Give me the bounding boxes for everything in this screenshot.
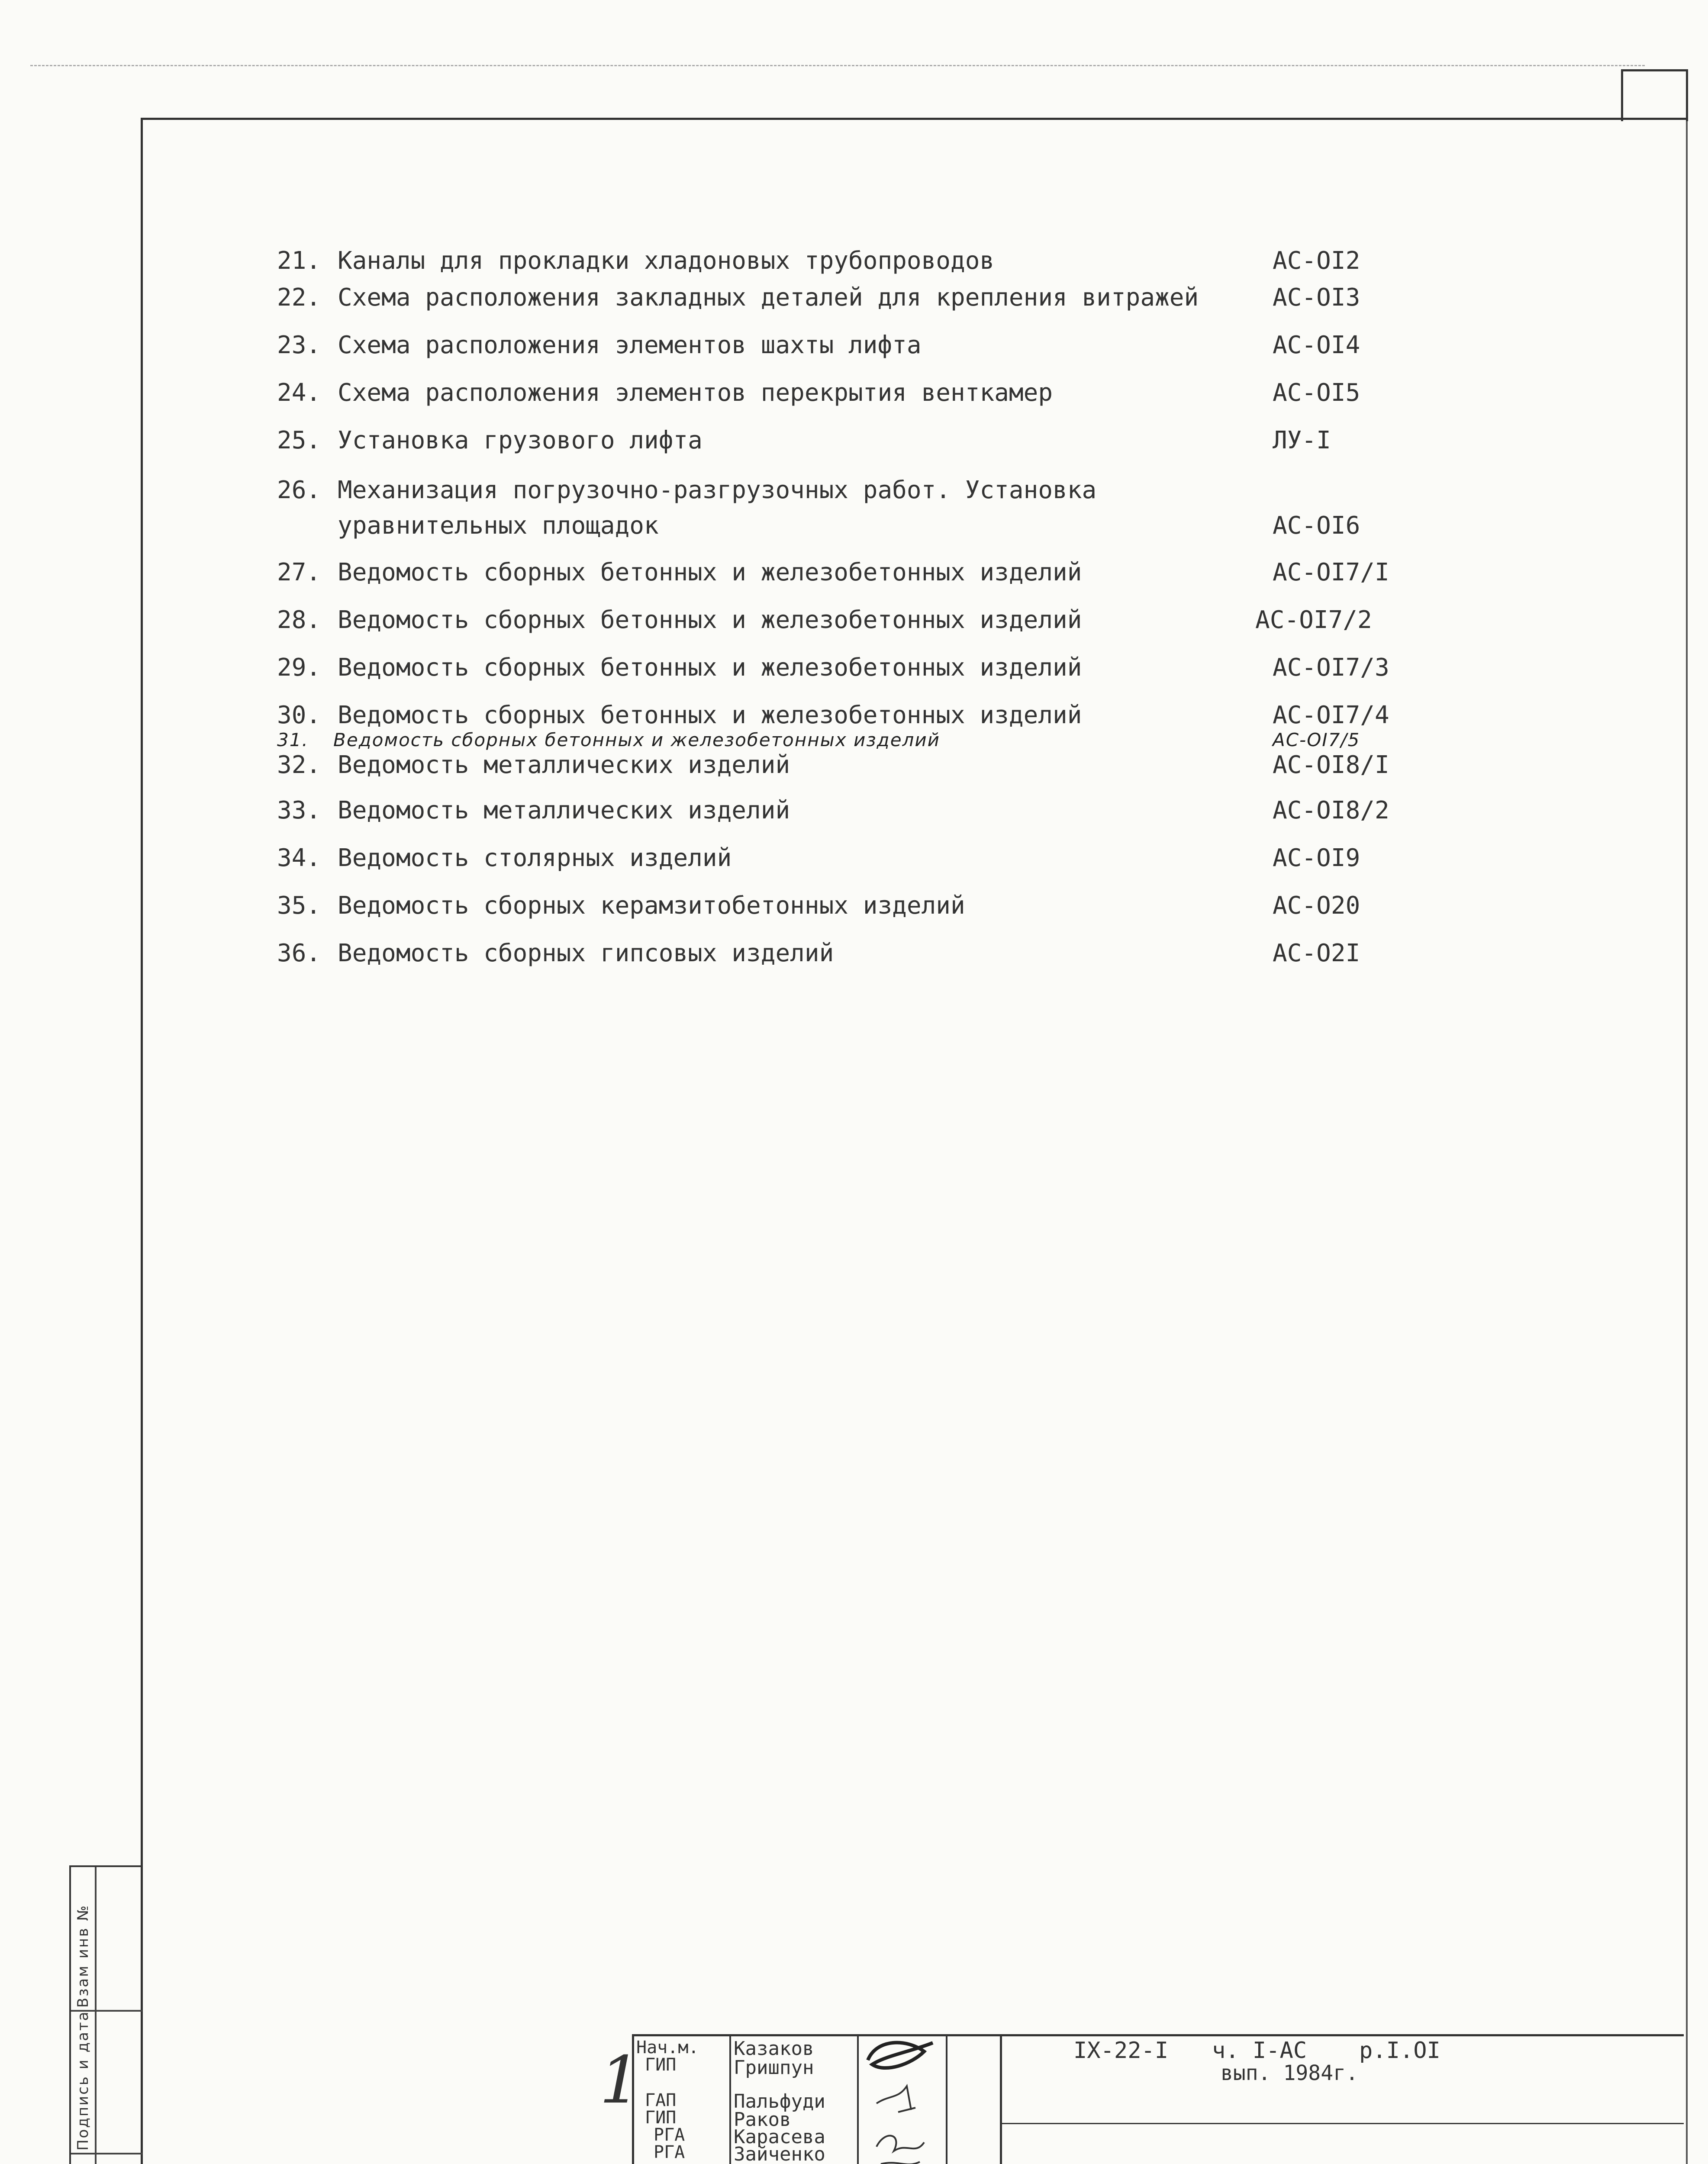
doc-code: IX-22-I — [1073, 2038, 1169, 2064]
item-number: 21. — [277, 247, 321, 275]
pencil-mark: 1 — [599, 2043, 641, 2118]
item-title: Схема расположения элементов шахты лифта — [338, 331, 922, 359]
signatures — [859, 2034, 946, 2164]
role: РГА — [654, 2142, 685, 2162]
item-number: 32. — [277, 751, 321, 779]
item-number: 25. — [277, 426, 321, 454]
list-item — [277, 558, 1619, 593]
item-title: Ведомость сборных бетонных и железобетонных изделий — [333, 729, 940, 750]
item-title: Ведомость металлических изделий — [338, 796, 790, 824]
drawing-frame — [141, 118, 1688, 2164]
item-code: АС-ОІ7/І — [1273, 558, 1389, 586]
item-code: АС-ОІ7/4 — [1273, 701, 1389, 729]
item-number: 31. — [277, 729, 309, 750]
list-item — [277, 654, 1619, 688]
item-title: Ведомость сборных бетонных и железобетонных изделий — [338, 558, 1082, 586]
item-title: Ведомость сборных керамзитобетонных изделий — [338, 892, 965, 920]
item-title: Ведомость сборных бетонных и железобетонных изделий — [338, 701, 1082, 729]
item-number: 23. — [277, 331, 321, 359]
list-item — [277, 426, 1619, 461]
list-item — [277, 796, 1619, 831]
list-item — [277, 939, 1619, 974]
item-code: АС-ОІ3 — [1273, 283, 1360, 312]
role: ГАП — [645, 2090, 677, 2110]
item-code: АС-ОІ8/І — [1273, 751, 1389, 779]
item-code: АС-ОІ2 — [1273, 247, 1360, 275]
item-title: Ведомость сборных гипсовых изделий — [338, 939, 834, 967]
item-title: Каналы для прокладки хладоновых трубопроводов — [338, 247, 995, 275]
item-code: АС-ОІ6 — [1273, 512, 1360, 540]
issue-year: вып. 1984г. — [1221, 2061, 1358, 2085]
item-code: АС-ОІ4 — [1273, 331, 1360, 359]
role: Нач.м. — [636, 2038, 699, 2058]
name: Гришпун — [734, 2057, 814, 2079]
item-title-continued: уравнительных площадок — [338, 512, 659, 540]
item-title: Установка грузового лифта — [338, 426, 703, 454]
name: Казаков — [734, 2038, 814, 2060]
item-number: 36. — [277, 939, 321, 967]
title-block — [268, 2034, 1684, 2164]
item-number: 30. — [277, 701, 321, 729]
item-title: Схема расположения элементов перекрытия венткамер — [338, 379, 1053, 407]
list-item — [277, 892, 1619, 926]
signature-date-label: Подпись и дата — [74, 2010, 92, 2151]
left-margin-strip — [69, 1865, 142, 2164]
list-item — [277, 751, 1619, 786]
list-item — [277, 476, 1619, 545]
name: Зайченко — [734, 2143, 825, 2164]
item-code: АС-ОІ8/2 — [1273, 796, 1389, 824]
list-item — [277, 379, 1619, 413]
name: Карасева — [734, 2126, 825, 2148]
item-number: 33. — [277, 796, 321, 824]
list-item — [277, 844, 1619, 879]
sheet-edge — [30, 65, 1645, 66]
item-number: 24. — [277, 379, 321, 407]
name: Пальфуди — [734, 2090, 825, 2112]
item-code: ЛУ-І — [1273, 426, 1331, 454]
item-code: АС-ОІ5 — [1273, 379, 1360, 407]
item-number: 22. — [277, 283, 321, 312]
item-number: 34. — [277, 844, 321, 872]
list-item — [277, 283, 1619, 318]
role: РГА — [654, 2125, 685, 2145]
item-code: АС-ОІ7/2 — [1255, 606, 1372, 634]
item-code: АС-ОІ7/5 — [1273, 729, 1360, 750]
role: ГИП — [645, 2055, 677, 2075]
list-item-handwritten — [277, 729, 1619, 751]
doc-code-part: ч. І-АС — [1212, 2038, 1307, 2064]
name: Раков — [734, 2109, 791, 2131]
item-number: 27. — [277, 558, 321, 586]
list-item — [277, 331, 1619, 366]
item-title: Ведомость сборных бетонных и железобетонных изделий — [338, 606, 1082, 634]
item-title: Ведомость металлических изделий — [338, 751, 790, 779]
role: ГИП — [645, 2108, 677, 2128]
item-code: АС-О20 — [1273, 892, 1360, 920]
item-number: 28. — [277, 606, 321, 634]
item-number: 29. — [277, 654, 321, 682]
item-code: АС-О2І — [1273, 939, 1360, 967]
item-title: Ведомость сборных бетонных и железобетонных изделий — [338, 654, 1082, 682]
item-number: 26. — [277, 476, 321, 504]
vzam-inv-label: Взам инв № — [74, 1904, 92, 2008]
item-title: Схема расположения закладных деталей для крепления витражей — [338, 283, 1199, 312]
item-number: 35. — [277, 892, 321, 920]
item-code: АС-ОІ7/3 — [1273, 654, 1389, 682]
corner-box — [1621, 69, 1688, 121]
doc-code-section: р.І.ОІ — [1359, 2038, 1441, 2064]
list-item — [277, 606, 1619, 641]
list-item — [277, 247, 1619, 281]
item-title: Механизация погрузочно-разгрузочных работ. Установка — [338, 476, 1097, 504]
item-code: АС-ОІ9 — [1273, 844, 1360, 872]
item-title: Ведомость столярных изделий — [338, 844, 732, 872]
